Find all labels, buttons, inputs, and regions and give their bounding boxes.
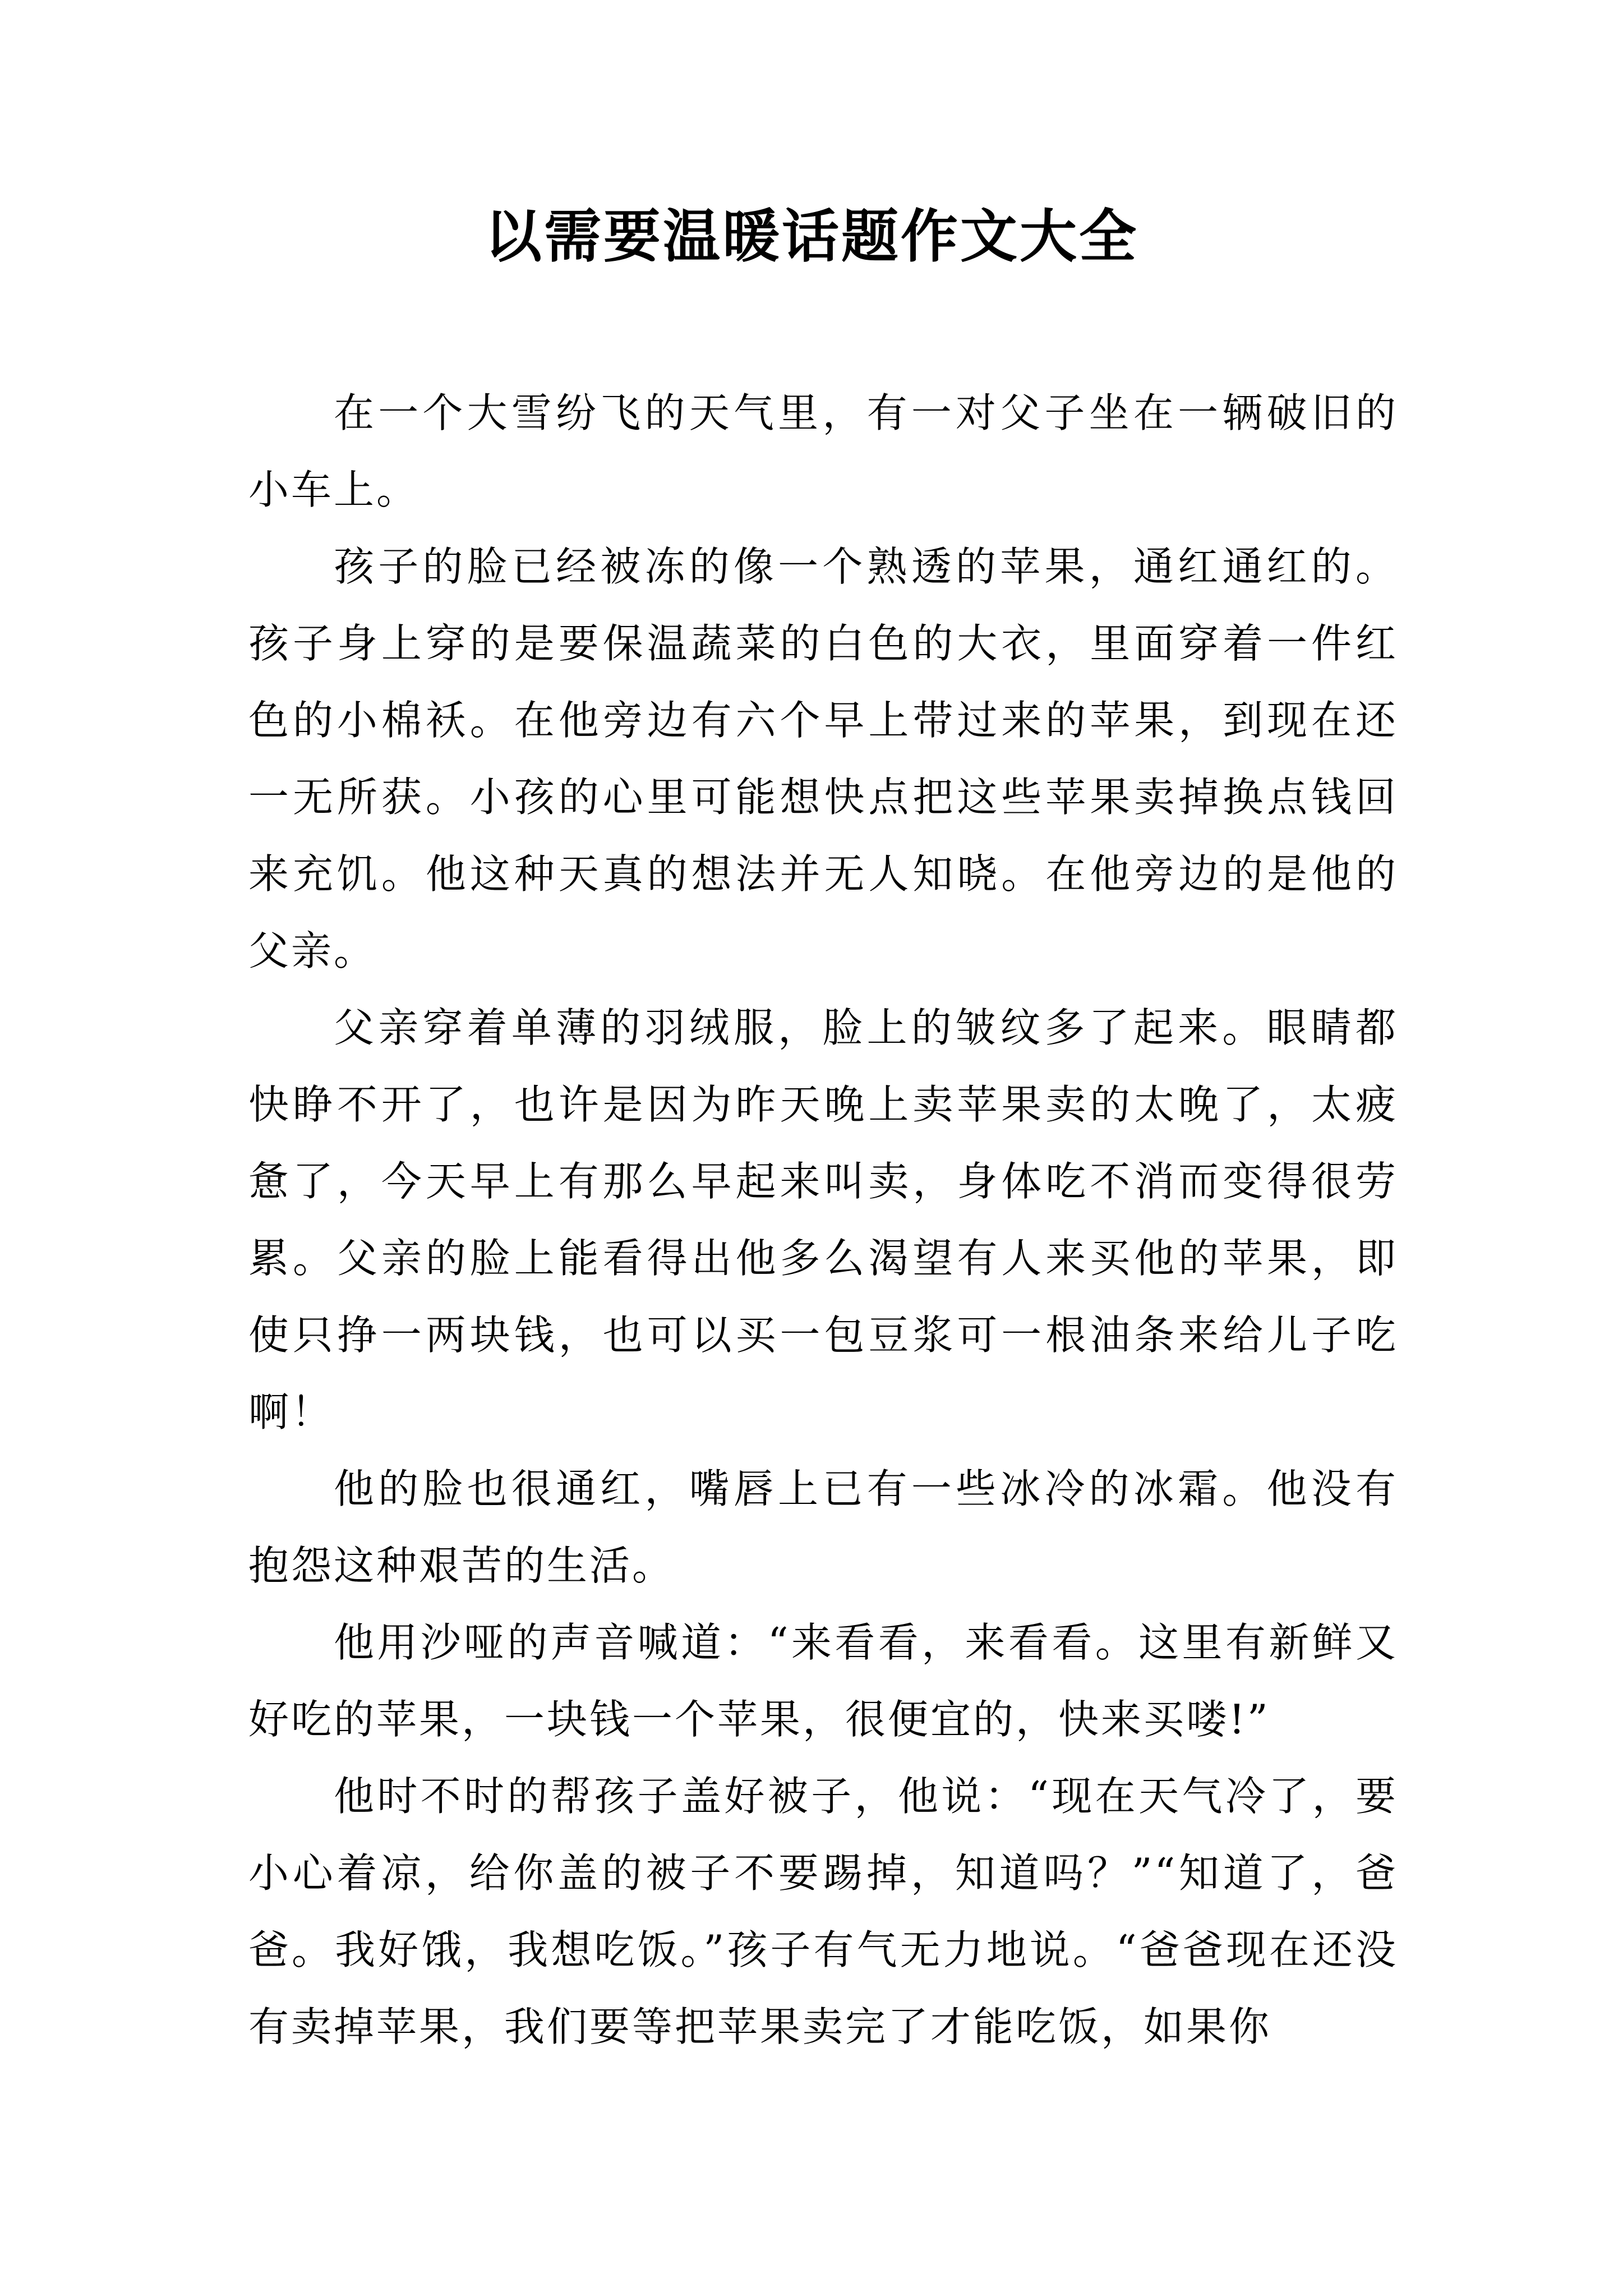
document-title: 以需要温暖话题作文大全: [485, 203, 1138, 270]
paragraph: 孩子的脸已经被冻的像一个熟透的苹果，通红通红的。孩子身上穿的是要保温蔬菜的白色的大衣，里面穿着一件红色的小棉袄。在他旁边有六个早上带过来的苹果，到现在还一无所获。小孩的心里可能想快点把这些苹果卖掉换点钱回来充饥。他这种天真的想法并无人知晓。在他旁边的是他的父亲。: [248, 543, 1398, 974]
paragraph: 在一个大雪纷飞的天气里，有一对父子坐在一辆破旧的小车上。: [248, 389, 1398, 513]
paragraph: 他时不时的帮孩子盖好被子，他说：“现在天气冷了，要小心着凉，给你盖的被子不要踢掉，知道吗？”“知道了，爸爸。我好饿，我想吃饭。”孩子有气无力地说。“爸爸现在还没有卖掉苹果，我们要等把苹果卖完了才能吃饭，如果你: [248, 1773, 1398, 2050]
paragraph: 他用沙哑的声音喊道：“来看看，来看看。这里有新鲜又好吃的苹果，一块钱一个苹果，很便宜的，快来买喽!”: [248, 1619, 1398, 1743]
paragraph: 父亲穿着单薄的羽绒服，脸上的皱纹多了起来。眼睛都快睁不开了，也许是因为昨天晚上卖苹果卖的太晚了，太疲惫了，今天早上有那么早起来叫卖，身体吃不消而变得很劳累。父亲的脸上能看得出他多么渴望有人来买他的苹果，即使只挣一两块钱，也可以买一包豆浆可一根油条来给儿子吃啊！: [248, 1004, 1398, 1435]
document-body: [248, 375, 1398, 2065]
paragraph: 他的脸也很通红，嘴唇上已有一些冰冷的冰霜。他没有抱怨这种艰苦的生活。: [248, 1465, 1398, 1589]
